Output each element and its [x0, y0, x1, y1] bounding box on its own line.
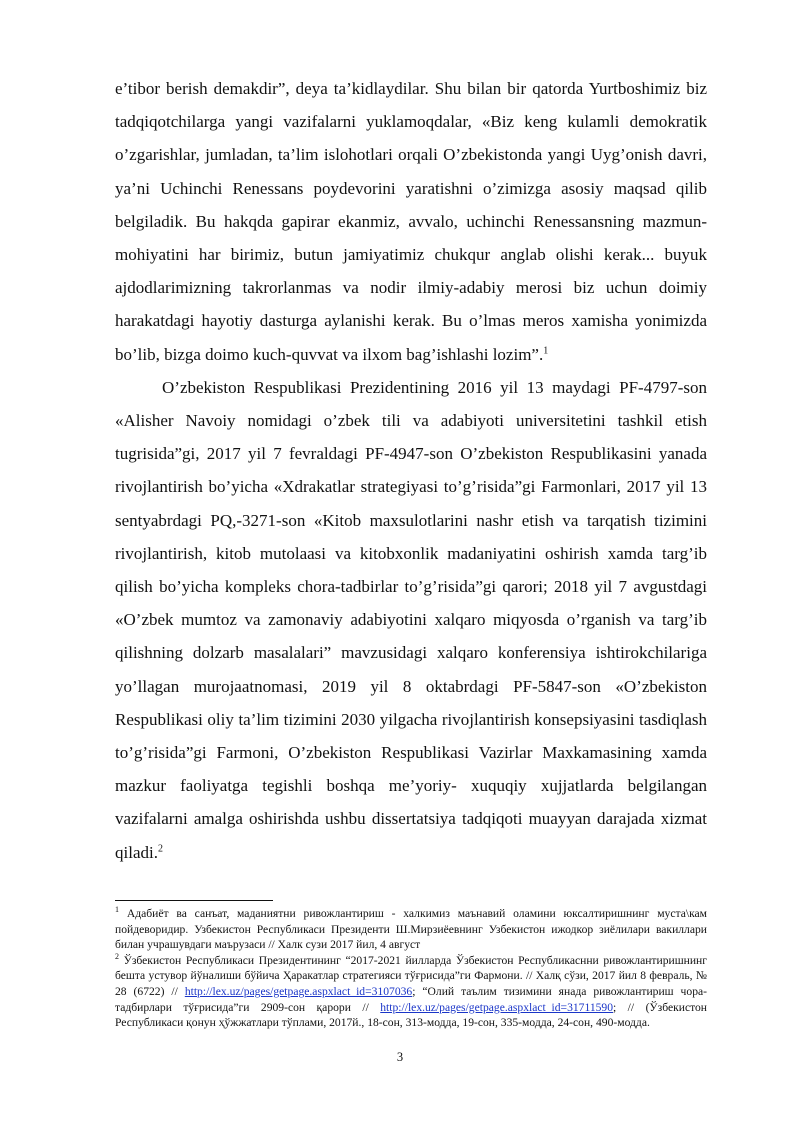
body-text — [115, 72, 707, 869]
footnote-1-text: Адабиёт ва санъат, маданиятни ривожлантириш - халкимиз маънавий оламини юксалтиришнинг муста\кам пойдеворидир. Узбекистон Республикаси Президенти Ш.Мирзиёевнинг Узбекистон ижодкор зиёлилари вакиллари билан учрашувдаги маърузаси // Халк сузи 2017 йил, 4 август — [115, 907, 708, 952]
footnote-1-number: 1 — [115, 905, 119, 915]
footnotes — [115, 906, 707, 1031]
paragraph-1-text: e’tibor berish demakdir”, deya ta’kidlaydilar. Shu bilan bir qatorda Yurtboshimiz biz tadqiqotchilarga yangi vazifalarni yuklamoqdalar, «Biz keng kulamli demokratik o’zgarishlar, jumladan, ta’lim islohotlari orqali O’zbekistonda yangi Uyg’onish davri, ya’ni Uchinchi Renessans poydevorini yaratishni o’zimizga asosiy maqsad qilib belgiladik. Bu hakqda gapirar ekanmiz, avvalo, uchinchi Renessansning mazmun-mohiyatini har birimiz, butun jamiyatimiz chukqur anglab olishi kerak... buyuk ajdodlarimizning takrorlanmas va nodir ilmiy-adabiy merosi biz uchun doimiy harakatdagi hayotiy dasturga aylanishi kerak. Bu o’lmas meros xamisha yonimizda bo’lib, bizga doimo kuch-quvvat va ilxom bag’ishlashi lozim”. — [115, 79, 707, 364]
footnote-2-link-2[interactable]: http://lex.uz/pages/getpage.aspxlact_id=31711590 — [380, 1000, 614, 1014]
footnote-2-text-2: ; “Олий таълим тизимини янада ривожлантириш чора-тадбирлари тўғрисида”ги 2909-сон қарори // — [115, 984, 707, 1014]
paragraph-1 — [115, 72, 707, 371]
page-number: 3 — [396, 1050, 404, 1064]
footnote-2-text-3: ; // (Ўзбекистон Республикаси қонун ҳўжжатлари тўплами, 2017й., 18-сон, 313-модда, 19-сон, 335-модда, 24-сон, 490-модда. — [115, 1000, 708, 1030]
footnote-separator — [115, 900, 273, 901]
footnote-2-link-1[interactable]: http://lex.uz/pages/getpage.aspxlact_id=3107036 — [184, 984, 413, 998]
footnote-ref-1[interactable]: 1 — [543, 344, 549, 356]
footnote-1 — [115, 906, 707, 953]
footnote-2 — [115, 953, 707, 1031]
footnote-2-text-1: Ўзбекистон Республикаси Президентининг “2017-2021 йилларда Ўзбекистон Республикаснни ривожлантиришнинг бешта устувор йўналиши бўйича Ҳаракатлар стратегияси тўғрисида”ги Фармони. // Халқ сўзи, 2017 йил 8 февраль, № 28 (6722) // — [115, 953, 707, 998]
paragraph-2 — [115, 371, 707, 869]
footnote-ref-2[interactable]: 2 — [157, 843, 163, 855]
footnote-2-number: 2 — [115, 951, 119, 961]
paragraph-2-text: O’zbekiston Respublikasi Prezidentining 2016 yil 13 maydagi PF-4797-son «Alisher Navoiy nomidagi o’zbek tili va adabiyoti universitetini tashkil etish tugrisida”gi, 2017 yil 7 fevraldagi PF-4947-son O’zbekiston Respublikasini yanada rivojlantirish bo’yicha «Xdrakatlar strategiyasi to’g’risida”gi Farmonlari, 2017 yil 13 sentyabrdagi PQ,-3271-son «Kitob maxsulotlarini nashr etish va tarqatish tizimini rivojlantirish, kitob mutolaasi va kitobxonlik madaniyatini oshirish xamda targ’ib qilish bo’yicha kompleks chora-tadbirlar to’g’risida”gi qarori; 2018 yil 7 avgustdagi «O’zbek mumtoz va zamonaviy adabiyotini xalqaro miqyosda o’rganish va targ’ib qilishning dolzarb masalalari” mavzusidagi xalqaro konferensiya ishtirokchilariga yo’llagan murojaatnomasi, 2019 yil 8 oktabrdagi PF-5847-son «O’zbekiston Respublikasi oliy ta’lim tizimini 2030 yilgacha rivojlantirish konsepsiyasini tasdiqlash to’g’risida”gi Farmoni, O’zbekiston Respublikasi Vazirlar Maxkamasining xamda mazkur faoliyatga tegishli boshqa me’yoriy- xuquqiy xujjatlarda belgilangan vazifalarni amalga oshirishda ushbu dissertatsiya tadqiqoti muayyan darajada xizmat qiladi. — [115, 377, 707, 862]
